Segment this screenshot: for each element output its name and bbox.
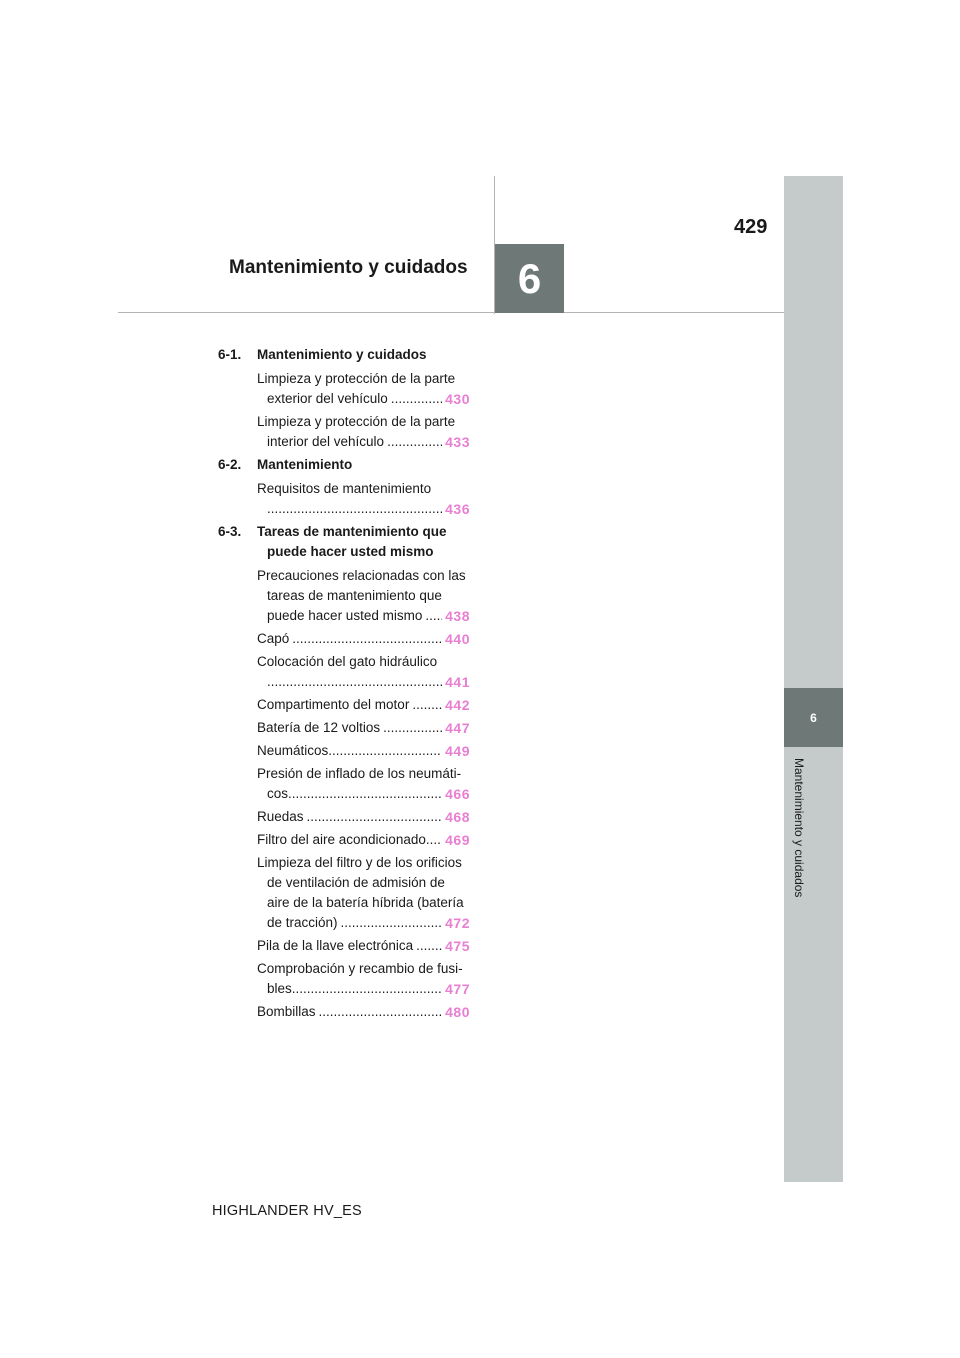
side-tab-number[interactable]: 6 <box>784 688 843 747</box>
toc-section-6-1 <box>218 345 470 365</box>
dot-leader <box>288 784 442 804</box>
entry-text: puede hacer usted mismo <box>267 608 423 623</box>
header-horizontal-rule <box>118 312 784 313</box>
dot-leader <box>341 913 443 933</box>
dot-leader <box>307 807 443 827</box>
toc-entry[interactable] <box>257 369 470 409</box>
page-ref[interactable]: 447 <box>445 720 470 736</box>
toc-entry[interactable] <box>257 807 470 827</box>
dot-leader <box>412 695 442 715</box>
toc-entry[interactable] <box>257 936 470 956</box>
chapter-number-box: 6 <box>495 244 564 313</box>
entry-text: Presión de inflado de los neumáti- <box>257 766 462 781</box>
entry-text: interior del vehículo <box>267 434 385 449</box>
dot-leader <box>425 606 442 626</box>
entry-text: Batería de 12 voltios <box>257 720 381 735</box>
entry-text: bles <box>267 981 292 996</box>
toc-entry[interactable] <box>257 695 470 715</box>
entry-text: de tracción) <box>267 915 338 930</box>
page-ref[interactable]: 480 <box>445 1004 470 1020</box>
dot-leader <box>267 672 442 692</box>
entry-text: Compartimento del motor <box>257 697 410 712</box>
page-ref[interactable]: 468 <box>445 809 470 825</box>
page-ref[interactable]: 440 <box>445 631 470 647</box>
entry-text: Limpieza y protección de la parte <box>257 371 456 386</box>
page-ref[interactable]: 433 <box>445 434 470 450</box>
entry-text: aire de la batería híbrida (batería <box>267 895 464 910</box>
entry-text: cos <box>267 786 289 801</box>
footer-model: HIGHLANDER HV_ES <box>212 1203 362 1219</box>
page-ref[interactable]: 441 <box>445 674 470 690</box>
toc-entry[interactable] <box>257 959 470 999</box>
dot-leader <box>387 432 442 452</box>
dot-leader <box>416 936 442 956</box>
dot-leader <box>292 629 442 649</box>
toc-entry[interactable] <box>257 741 470 761</box>
dot-leader <box>383 718 442 738</box>
toc-entry[interactable] <box>257 566 470 626</box>
entry-text: Bombillas <box>257 1004 316 1019</box>
chapter-title: Mantenimiento y cuidados <box>229 257 468 278</box>
page-ref[interactable]: 442 <box>445 697 470 713</box>
page-ref[interactable]: 477 <box>445 981 470 997</box>
page-ref[interactable]: 466 <box>445 786 470 802</box>
section-title: Mantenimiento <box>257 457 353 472</box>
dot-leader <box>391 389 442 409</box>
page-ref[interactable]: 430 <box>445 391 470 407</box>
page-ref[interactable]: 438 <box>445 608 470 624</box>
toc-entry[interactable] <box>257 830 470 850</box>
toc-section-6-2 <box>218 455 470 475</box>
page-ref[interactable]: 436 <box>445 501 470 517</box>
toc-entry[interactable] <box>257 764 470 804</box>
toc-entry[interactable] <box>257 718 470 738</box>
dot-leader <box>267 499 442 519</box>
toc-section-6-3 <box>218 522 470 562</box>
side-tab <box>784 176 843 1182</box>
toc-entry[interactable] <box>257 412 470 452</box>
entry-text: Pila de la llave electrónica <box>257 938 414 953</box>
entry-text: Requisitos de mantenimiento <box>257 481 432 496</box>
entry-text: Capó <box>257 631 290 646</box>
section-title: Tareas de mantenimiento que <box>257 524 447 539</box>
page-number: 429 <box>734 216 768 238</box>
section-title-continued: puede hacer usted mismo <box>267 544 434 559</box>
toc-entry[interactable] <box>257 853 470 933</box>
entry-text: de ventilación de admisión de <box>267 875 445 890</box>
dot-leader <box>328 741 442 761</box>
table-of-contents <box>218 345 470 1025</box>
dot-leader <box>292 979 442 999</box>
entry-text: Precauciones relacionadas con las <box>257 568 466 583</box>
dot-leader <box>426 830 442 850</box>
entry-text: Ruedas <box>257 809 304 824</box>
section-title: Mantenimiento y cuidados <box>257 347 427 362</box>
page-ref[interactable]: 472 <box>445 915 470 931</box>
page-ref[interactable]: 475 <box>445 938 470 954</box>
entry-text: Neumáticos <box>257 743 329 758</box>
toc-entry[interactable] <box>257 1002 470 1022</box>
entry-text: Colocación del gato hidráulico <box>257 654 438 669</box>
entry-text: Comprobación y recambio de fusi- <box>257 961 463 976</box>
dot-leader <box>319 1002 443 1022</box>
toc-entry[interactable] <box>257 629 470 649</box>
side-tab-label: Mantenimiento y cuidados <box>792 758 806 898</box>
toc-entry[interactable] <box>257 652 470 692</box>
page-ref[interactable]: 469 <box>445 832 470 848</box>
section-number: 6-3. <box>218 524 242 539</box>
section-number: 6-2. <box>218 457 242 472</box>
entry-text: Limpieza del filtro y de los orificios <box>257 855 462 870</box>
entry-text: tareas de mantenimiento que <box>267 588 442 603</box>
entry-text: Limpieza y protección de la parte <box>257 414 456 429</box>
toc-entry[interactable] <box>257 479 470 519</box>
section-number: 6-1. <box>218 347 242 362</box>
page-ref[interactable]: 449 <box>445 743 470 759</box>
entry-text: Filtro del aire acondicionado <box>257 832 426 847</box>
entry-text: exterior del vehículo <box>267 391 388 406</box>
